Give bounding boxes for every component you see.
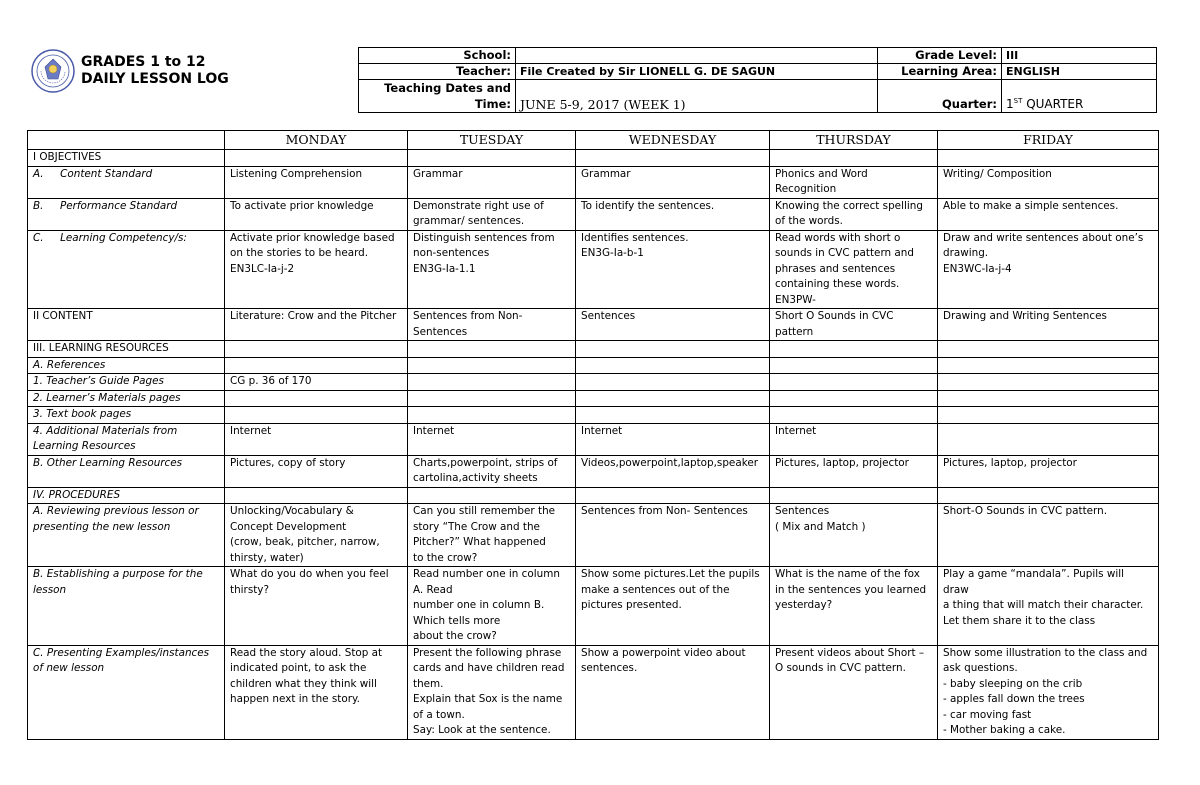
empty-cell — [408, 150, 576, 167]
table-cell: Pictures, laptop, projector — [770, 455, 938, 487]
table-row — [28, 374, 1159, 391]
cell-line: them. — [413, 677, 444, 690]
empty-cell — [225, 341, 408, 358]
table-cell — [576, 390, 770, 407]
cell-line: Which tells more — [413, 614, 501, 627]
empty-cell — [770, 341, 938, 358]
row-label-textbook: 3. Text book pages — [28, 407, 225, 424]
cell-line: EN3G-Ia-b-1 — [581, 247, 644, 259]
cell-line: Show some illustration to the class and — [943, 646, 1148, 659]
table-cell: Grammar — [408, 166, 576, 198]
cell-line: Read the story aloud. Stop at — [230, 646, 383, 659]
teaching-dates-label — [359, 80, 516, 113]
table-cell — [408, 504, 576, 567]
table-cell — [576, 504, 770, 567]
grade-level-value: III — [1002, 48, 1157, 64]
cell-line: What do you do when you feel — [230, 568, 389, 580]
table-cell: Writing/ Composition — [938, 166, 1159, 198]
learning-area-value: ENGLISH — [1002, 64, 1157, 80]
day-header-thursday: THURSDAY — [770, 131, 938, 150]
table-cell: Short O Sounds in CVC pattern — [770, 309, 938, 341]
row-label-text: Learning Competency/s: — [60, 231, 187, 244]
cell-line: EN3PW- — [775, 293, 816, 306]
cell-line: to the crow? — [413, 551, 478, 564]
cell-line: pictures presented. — [581, 599, 682, 611]
cell-line: EN3WC-Ia-j-4 — [943, 262, 1012, 275]
cell-line: non-sentences — [413, 247, 490, 259]
cell-line: Draw and write sentences about one’s — [943, 231, 1144, 244]
row-label-content: II CONTENT — [28, 309, 225, 341]
cell-line: Distinguish sentences from — [413, 231, 555, 244]
empty-cell — [225, 150, 408, 167]
teaching-dates-label-line1: Teaching Dates and — [384, 81, 511, 95]
empty-cell — [770, 150, 938, 167]
cell-line: Let them share it to the class — [943, 614, 1096, 627]
table-cell: Knowing the correct spelling of the words. — [770, 198, 938, 230]
day-header-monday: MONDAY — [225, 131, 408, 150]
row-label-content-standard — [28, 166, 225, 198]
table-cell: Videos,powerpoint,laptop,speaker — [576, 455, 770, 487]
table-cell — [770, 374, 938, 391]
table-row — [28, 504, 1159, 567]
cell-line: thirsty, water) — [230, 551, 304, 564]
cell-line: (crow, beak, pitcher, narrow, — [230, 536, 380, 548]
cell-line: Sentences from Non- Sentences — [581, 505, 748, 517]
table-cell — [225, 390, 408, 407]
teacher-label: Teacher: — [359, 64, 516, 80]
table-cell: CG p. 36 of 170 — [225, 374, 408, 391]
table-cell: Pictures, copy of story — [225, 455, 408, 487]
cell-line: Read number one in column — [413, 568, 560, 580]
table-cell — [408, 230, 576, 309]
table-cell — [225, 645, 408, 739]
table-cell — [770, 567, 938, 646]
table-cell — [938, 645, 1159, 739]
row-letter: A. — [33, 167, 44, 180]
cell-line: Pitcher?” What happened — [413, 536, 546, 548]
row-label-purpose: B. Establishing a purpose for the lesson — [28, 567, 225, 646]
table-cell — [225, 504, 408, 567]
table-row — [28, 423, 1159, 455]
cell-line: Play a game “mandala”. Pupils will draw — [943, 568, 1124, 596]
table-cell: Listening Comprehension — [225, 166, 408, 198]
empty-cell — [408, 357, 576, 374]
cell-line: Sentences — [775, 505, 830, 517]
table-cell — [938, 390, 1159, 407]
lesson-log-table — [27, 130, 1159, 740]
cell-line: thirsty? — [230, 583, 269, 596]
table-cell — [576, 567, 770, 646]
teaching-dates-label-line2: Time: — [474, 97, 511, 111]
cell-line: Short-O Sounds in CVC pattern. — [943, 505, 1108, 517]
quarter-value — [1002, 80, 1157, 113]
table-cell — [770, 390, 938, 407]
cell-line: make a sentences out of the — [581, 583, 730, 596]
table-cell: Internet — [770, 423, 938, 455]
cell-line: A. Read — [413, 583, 453, 596]
cell-line: ( Mix and Match ) — [775, 520, 866, 533]
corner-cell — [28, 131, 225, 150]
cell-line: Show some pictures.Let the pupils — [581, 568, 760, 580]
cell-line: number one in column B. — [413, 599, 545, 611]
empty-cell — [225, 357, 408, 374]
cell-line: Present videos about Short – — [775, 646, 925, 659]
quarter-text: QUARTER — [1022, 97, 1084, 111]
table-cell — [408, 567, 576, 646]
table-cell — [938, 504, 1159, 567]
empty-cell — [408, 341, 576, 358]
cell-line: Explain that Sox is the name — [413, 693, 563, 705]
table-cell: Internet — [225, 423, 408, 455]
table-row — [28, 230, 1159, 309]
deped-seal-logo — [31, 45, 75, 97]
table-cell — [408, 407, 576, 424]
table-cell: Sentences — [576, 309, 770, 341]
empty-cell — [576, 150, 770, 167]
row-label-text: Performance Standard — [59, 199, 178, 212]
table-row — [28, 357, 1159, 374]
row-label-teachers-guide: 1. Teacher’s Guide Pages — [28, 374, 225, 391]
section-procedures: IV. PROCEDURES — [28, 487, 225, 504]
row-label-learners-materials: 2. Learner’s Materials pages — [28, 390, 225, 407]
table-cell: To activate prior knowledge — [225, 198, 408, 230]
row-letter: C. — [33, 231, 44, 244]
cell-line: sentences. — [581, 662, 638, 674]
table-cell — [938, 567, 1159, 646]
row-label-references: A. References — [28, 357, 225, 374]
cell-line: phrases and sentences — [775, 262, 896, 275]
table-row — [28, 567, 1159, 646]
grade-level-label: Grade Level: — [878, 48, 1002, 64]
table-cell: Literature: Crow and the Pitcher — [225, 309, 408, 341]
table-row — [28, 309, 1159, 341]
cell-line: about the crow? — [413, 630, 497, 642]
day-header-wednesday: WEDNESDAY — [576, 131, 770, 150]
table-row — [28, 341, 1159, 358]
cell-line: Present the following phrase — [413, 646, 562, 659]
title-line-dll: DAILY LESSON LOG — [81, 71, 229, 87]
empty-cell — [408, 487, 576, 504]
table-cell — [938, 374, 1159, 391]
cell-line: - Mother baking a cake. — [943, 724, 1066, 736]
cell-line: drawing. — [943, 247, 989, 259]
row-label-reviewing: A. Reviewing previous lesson or presenting the new lesson — [28, 504, 225, 567]
table-cell — [770, 230, 938, 309]
table-row — [28, 166, 1159, 198]
table-cell — [770, 407, 938, 424]
table-cell: Charts,powerpoint, strips of cartolina,activity sheets — [408, 455, 576, 487]
table-cell — [225, 230, 408, 309]
cell-line: in the sentences you learned — [775, 583, 927, 596]
cell-line: sounds in CVC pattern and — [775, 247, 914, 259]
cell-line: Activate prior knowledge based — [230, 231, 395, 244]
cell-line: containing these words. — [775, 278, 900, 290]
cell-line: Identifies sentences. — [581, 231, 689, 244]
day-header-tuesday: TUESDAY — [408, 131, 576, 150]
cell-line: of a town. — [413, 708, 465, 721]
table-row — [28, 455, 1159, 487]
cell-line: - apples fall down the trees — [943, 693, 1085, 705]
cell-line: Say: Look at the sentence. — [413, 724, 551, 736]
table-row — [28, 487, 1159, 504]
table-cell: Internet — [408, 423, 576, 455]
cell-line: happen next in the story. — [230, 693, 360, 705]
cell-line: EN3G-Ia-1.1 — [413, 262, 476, 275]
table-cell — [770, 645, 938, 739]
table-cell: Demonstrate right use of grammar/ sentences. — [408, 198, 576, 230]
empty-cell — [770, 487, 938, 504]
table-cell: Phonics and Word Recognition — [770, 166, 938, 198]
cell-line: cards and have children read — [413, 662, 565, 674]
empty-cell — [576, 487, 770, 504]
table-cell — [576, 374, 770, 391]
table-cell — [408, 374, 576, 391]
quarter-ordinal-suffix: ST — [1013, 97, 1023, 105]
table-row — [28, 407, 1159, 424]
cell-line: Concept Development — [230, 520, 347, 533]
section-objectives: I OBJECTIVES — [28, 150, 225, 167]
school-label: School: — [359, 48, 516, 64]
row-label-text: Content Standard — [60, 167, 153, 180]
cell-line: children what they think will — [230, 677, 377, 690]
cell-line: O sounds in CVC pattern. — [775, 662, 906, 674]
cell-line: ask questions. — [943, 662, 1018, 674]
header-info-table — [358, 47, 1157, 113]
row-letter: B. — [33, 199, 44, 212]
empty-cell — [770, 357, 938, 374]
teaching-dates-value: JUNE 5-9, 2017 (WEEK 1) — [516, 80, 878, 113]
table-cell — [576, 645, 770, 739]
empty-cell — [576, 341, 770, 358]
cell-line: - baby sleeping on the crib — [943, 677, 1083, 690]
table-cell: Internet — [576, 423, 770, 455]
table-cell — [225, 407, 408, 424]
table-cell — [408, 390, 576, 407]
empty-cell — [938, 357, 1159, 374]
table-row — [28, 390, 1159, 407]
cell-line: on the stories to be heard. — [230, 247, 369, 259]
cell-line: EN3LC-Ia-j-2 — [230, 262, 295, 275]
cell-line: - car moving fast — [943, 708, 1032, 721]
school-value — [516, 48, 878, 64]
cell-line: What is the name of the fox — [775, 568, 920, 580]
table-cell: Able to make a simple sentences. — [938, 198, 1159, 230]
table-row — [28, 645, 1159, 739]
table-cell — [576, 407, 770, 424]
empty-cell — [938, 487, 1159, 504]
row-label-learning-competency — [28, 230, 225, 309]
table-cell: Drawing and Writing Sentences — [938, 309, 1159, 341]
table-row — [28, 150, 1159, 167]
table-row — [28, 198, 1159, 230]
row-label-additional-materials: 4. Additional Materials from Learning Resources — [28, 423, 225, 455]
cell-line: Can you still remember the — [413, 505, 556, 517]
empty-cell — [576, 357, 770, 374]
teacher-value: File Created by Sir LIONELL G. DE SAGUN — [516, 64, 878, 80]
cell-line: Unlocking/Vocabulary & — [230, 505, 354, 517]
table-cell — [576, 230, 770, 309]
row-label-performance-standard — [28, 198, 225, 230]
learning-area-label: Learning Area: — [878, 64, 1002, 80]
table-cell — [938, 407, 1159, 424]
table-cell: Sentences from Non-Sentences — [408, 309, 576, 341]
empty-cell — [938, 341, 1159, 358]
cell-line: Show a powerpoint video about — [581, 646, 746, 659]
section-learning-resources: III. LEARNING RESOURCES — [28, 341, 225, 358]
row-label-presenting: C. Presenting Examples/instances of new lesson — [28, 645, 225, 739]
table-cell — [938, 423, 1159, 455]
table-cell: Pictures, laptop, projector — [938, 455, 1159, 487]
cell-line: story “The Crow and the — [413, 520, 540, 533]
cell-line: indicated point, to ask the — [230, 662, 367, 674]
title-line-grades: GRADES 1 to 12 — [81, 54, 206, 70]
cell-line: a thing that will match their character. — [943, 599, 1144, 611]
table-cell — [408, 645, 576, 739]
table-cell: To identify the sentences. — [576, 198, 770, 230]
table-cell — [225, 567, 408, 646]
quarter-number: 1 — [1006, 97, 1014, 111]
row-label-other-resources: B. Other Learning Resources — [28, 455, 225, 487]
cell-line: Read words with short o — [775, 231, 901, 244]
day-header-friday: FRIDAY — [938, 131, 1159, 150]
empty-cell — [938, 150, 1159, 167]
table-cell — [770, 504, 938, 567]
document-title — [81, 54, 229, 88]
table-cell: Grammar — [576, 166, 770, 198]
empty-cell — [225, 487, 408, 504]
quarter-label: Quarter: — [878, 80, 1002, 113]
cell-line: yesterday? — [775, 599, 833, 611]
table-cell — [938, 230, 1159, 309]
